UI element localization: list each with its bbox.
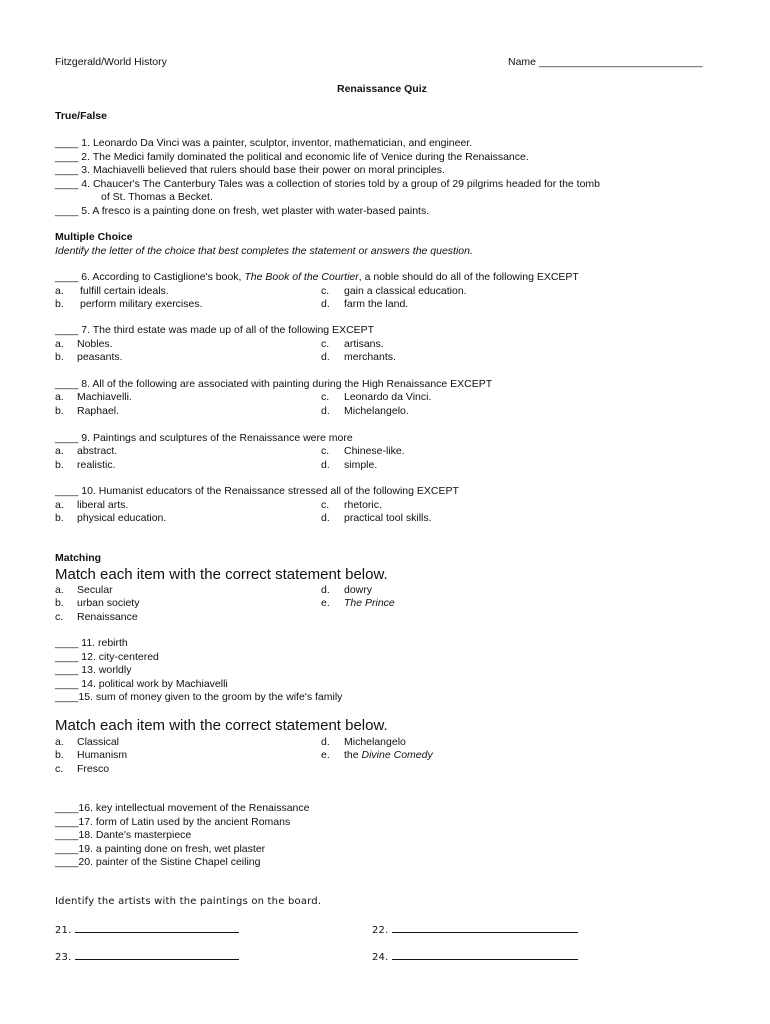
option-row (55, 405, 485, 419)
m2-choice-d: Michelangelo (344, 735, 406, 748)
mc-question-10: ____ 10. Humanist educators of the Renaissance stressed all of the following EXCEPT (55, 485, 459, 497)
true-false-heading: True/False (55, 110, 107, 122)
option-letter: d. (321, 351, 330, 363)
matching-item-19: ____19. a painting done on fresh, wet plaster (55, 842, 266, 855)
multiple-choice-heading: Multiple Choice (55, 231, 133, 243)
matching-item-16: ____16. key intellectual movement of the Renaissance (55, 802, 310, 814)
option-row (55, 512, 485, 526)
option-letter: a. (55, 735, 64, 748)
question-number-24: 24. (372, 952, 389, 963)
option-row (55, 391, 485, 405)
q7-option-a: Nobles. (77, 337, 113, 350)
matching-2-choices (55, 736, 485, 777)
option-letter: d. (321, 512, 330, 524)
q8-option-d: Michelangelo. (344, 404, 409, 417)
option-letter: d. (321, 735, 330, 748)
option-letter: c. (321, 498, 330, 511)
q6-stem-pre: ____ 6. According to Castiglione's book, (55, 271, 245, 283)
matching-1-prompt: Match each item with the correct statement below. (55, 566, 388, 583)
answer-line-24[interactable] (392, 949, 578, 960)
mc-question-6 (55, 271, 579, 285)
artists-prompt: Identify the artists with the paintings on the board. (55, 896, 322, 907)
option-letter: d. (321, 583, 330, 596)
matching-item-12: ____ 12. city-centered (55, 650, 159, 663)
mc-question-7: ____ 7. The third estate was made up of all of the following EXCEPT (55, 324, 375, 336)
m1-choice-b: urban society (77, 597, 140, 609)
m1-choice-e: The Prince (344, 597, 395, 609)
tf-item-5: ____ 5. A fresco is a painting done on fresh, wet plaster with water-based paints. (55, 204, 430, 217)
option-row (55, 298, 485, 312)
q9-option-d: simple. (344, 458, 378, 471)
q10-options (55, 499, 485, 526)
q6-option-d: farm the land. (344, 298, 409, 310)
q6-stem-post: , a noble should do all of the following EXCEPT (358, 271, 579, 283)
tf-item-3: ____ 3. Machiavelli believed that rulers should base their power on moral principles. (55, 164, 445, 176)
option-row (55, 584, 485, 598)
q6-option-b: perform military exercises. (80, 298, 203, 310)
matching-item-14: ____ 14. political work by Machiavelli (55, 677, 228, 690)
option-letter: b. (55, 298, 64, 310)
matching-item-13: ____ 13. worldly (55, 664, 132, 676)
option-letter: d. (321, 298, 330, 310)
m2-choice-e (344, 749, 433, 763)
q9-option-b: realistic. (77, 458, 116, 471)
option-row (55, 338, 485, 352)
m2-choice-b: Humanism (77, 749, 128, 761)
m2-choice-a: Classical (77, 735, 120, 748)
option-letter: b. (55, 597, 64, 609)
option-row (55, 351, 485, 365)
q6-option-a: fulfill certain ideals. (80, 284, 169, 297)
option-letter: c. (321, 284, 330, 297)
option-letter: d. (321, 458, 330, 471)
mc-question-8: ____ 8. All of the following are associated with painting during the High Renaissance EXCEPT (55, 377, 493, 390)
artist-answer-24 (372, 949, 578, 965)
m2-choice-e-title: Divine Comedy (361, 749, 433, 761)
option-letter: e. (321, 597, 330, 609)
matching-item-11: ____ 11. rebirth (55, 637, 128, 649)
tf-item-4: ____ 4. Chaucer's The Canterbury Tales was a collection of stories told by a group of 29 pilgrims headed for the tomb (55, 177, 601, 190)
option-letter: a. (55, 583, 64, 596)
tf-item-2: ____ 2. The Medici family dominated the political and economic life of Venice during the Renaissance. (55, 150, 529, 163)
q9-option-a: abstract. (77, 445, 118, 457)
option-row (55, 736, 485, 750)
multiple-choice-instructions: Identify the letter of the choice that best completes the statement or answers the question. (55, 244, 473, 257)
q6-options (55, 285, 485, 312)
option-letter: a. (55, 337, 64, 350)
option-row (55, 611, 485, 625)
m1-choice-d: dowry (344, 583, 373, 596)
option-row (55, 285, 485, 299)
q6-book-title: The Book of the Courtier (244, 271, 359, 283)
option-letter: b. (55, 351, 64, 363)
option-letter: a. (55, 445, 64, 457)
tf-item-1: ____ 1. Leonardo Da Vinci was a painter, sculptor, inventor, mathematician, and engineer. (55, 137, 473, 149)
option-letter: a. (55, 498, 64, 511)
option-row (55, 445, 485, 459)
question-number-23: 23. (55, 952, 72, 963)
q8-option-a: Machiavelli. (77, 391, 132, 403)
q7-option-d: merchants. (344, 351, 396, 363)
option-letter: b. (55, 512, 64, 524)
answer-line-22[interactable] (392, 922, 578, 933)
answer-line-23[interactable] (75, 949, 239, 960)
option-row (55, 749, 485, 763)
option-letter: c. (321, 445, 330, 457)
option-letter: a. (55, 284, 64, 297)
m1-choice-a: Secular (77, 583, 113, 596)
question-number-22: 22. (372, 925, 389, 936)
artist-answer-23 (55, 949, 239, 965)
mc-question-9: ____ 9. Paintings and sculptures of the Renaissance were more (55, 431, 353, 444)
quiz-title: Renaissance Quiz (337, 83, 427, 95)
m2-choice-e-pre: the (344, 749, 362, 761)
q7-option-b: peasants. (77, 351, 123, 363)
option-letter: c. (321, 337, 330, 350)
m1-choice-c: Renaissance (77, 610, 138, 623)
matching-2-prompt: Match each item with the correct statement below. (55, 717, 388, 734)
artist-answer-21 (55, 922, 239, 938)
matching-1-choices (55, 584, 485, 625)
answer-line-21[interactable] (75, 922, 239, 933)
q7-options (55, 338, 485, 365)
option-letter: d. (321, 404, 330, 417)
q8-options (55, 391, 485, 418)
option-row (55, 763, 485, 777)
option-row (55, 597, 485, 611)
q8-option-b: Raphael. (77, 404, 120, 417)
option-row (55, 499, 485, 513)
option-letter: c. (55, 762, 64, 775)
q9-option-c: Chinese-like. (344, 445, 405, 457)
q6-option-c: gain a classical education. (344, 284, 467, 297)
option-letter: a. (55, 391, 64, 403)
tf-item-4-continued: of St. Thomas a Becket. (101, 191, 213, 203)
q7-option-c: artisans. (344, 337, 384, 350)
option-letter: b. (55, 749, 64, 761)
option-letter: e. (321, 749, 330, 761)
q8-option-c: Leonardo da Vinci. (344, 391, 432, 403)
matching-heading: Matching (55, 552, 102, 564)
name-field-label: Name ____________________________ (508, 56, 703, 68)
matching-item-20: ____20. painter of the Sistine Chapel ceiling (55, 856, 261, 868)
option-row (55, 459, 485, 473)
q10-option-c: rhetoric. (344, 498, 382, 511)
q10-option-a: liberal arts. (77, 498, 129, 511)
q10-option-b: physical education. (77, 512, 167, 524)
m2-choice-c: Fresco (77, 762, 110, 775)
option-letter: b. (55, 458, 64, 471)
matching-item-15: ____15. sum of money given to the groom by the wife's family (55, 691, 343, 703)
option-letter: c. (321, 391, 330, 403)
option-letter: c. (55, 610, 64, 623)
matching-item-17: ____17. form of Latin used by the ancient Romans (55, 815, 291, 828)
q9-options (55, 445, 485, 472)
matching-item-18: ____18. Dante's masterpiece (55, 829, 192, 841)
course-label: Fitzgerald/World History (55, 56, 167, 68)
q10-option-d: practical tool skills. (344, 512, 432, 524)
option-letter: b. (55, 404, 64, 417)
artist-answer-22 (372, 922, 578, 938)
question-number-21: 21. (55, 925, 72, 936)
